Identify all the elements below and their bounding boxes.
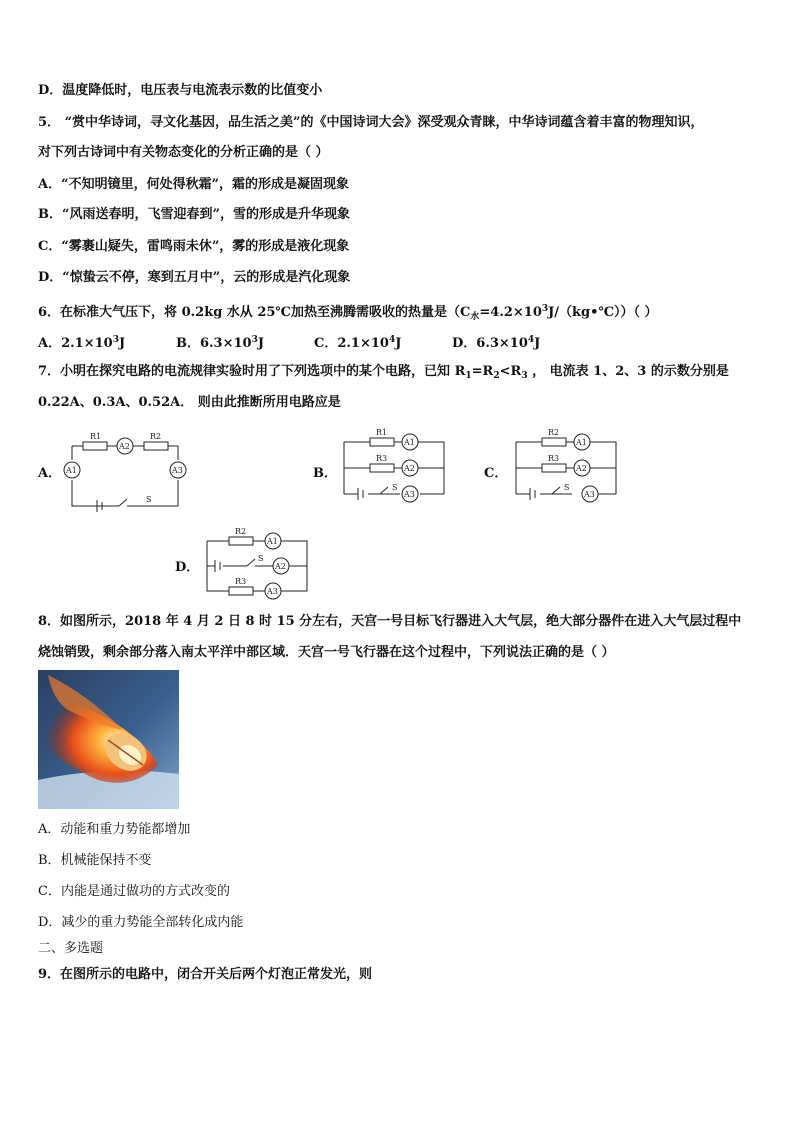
q8-option-b: B．机械能保持不变: [38, 853, 152, 868]
circuit-d-diagram: [203, 525, 313, 605]
q6-option-a: [38, 331, 125, 353]
q6-stem-sub: 水: [470, 312, 480, 322]
section-title: 二、多选题: [38, 941, 104, 956]
q6-stem-mid: =4.2×10: [479, 305, 542, 320]
circuit-b-r1-label: R1: [376, 428, 388, 437]
q6-option-d: [452, 331, 540, 353]
q7-stem-mid2: <R: [499, 364, 522, 379]
q6-stem-sup: 3: [541, 304, 549, 314]
q7-stem-pre: 7．小明在探究电路的电流规律实验时用了下列选项中的某个电路，已知 R: [38, 364, 466, 379]
q6-option-d-exp: 4: [527, 335, 535, 345]
q9-stem: 9．在图所示的电路中，闭合开关后两个灯泡正常发光，则: [38, 967, 373, 982]
q6-option-a-base: A．2.1×10: [38, 336, 113, 351]
circuit-a-r1-label: R1: [90, 432, 102, 441]
q6-option-c-unit: J: [395, 336, 402, 351]
q6-option-d-base: D．6.3×10: [452, 336, 528, 351]
circuit-a-switch-label: S: [146, 495, 152, 504]
q8-stem-line1: 8．如图所示，2018 年 4 月 2 日 8 时 15 分左右，天宫一号目标飞行器进入大气层，绝大部分器件在进入大气层过程中: [38, 614, 742, 629]
circuit-a-a2-label: A2: [119, 442, 130, 451]
q5-stem-line1: 5． “赏中华诗词，寻文化基因，品生活之美”的《中国诗词大会》深受观众青睐，中华诗词蕴含着丰富的物理知识，: [38, 115, 704, 130]
q5-option-a: A．“不知明镜里，何处得秋霜”，霜的形成是凝固现象: [38, 177, 350, 192]
q7-label-b: B．: [313, 466, 337, 481]
q6-stem-post: J/（kg•℃））（ ）: [548, 305, 658, 320]
circuit-a-diagram: [60, 428, 195, 513]
tiangong-reentry-photo: [38, 670, 179, 809]
q6-option-a-exp: 3: [112, 335, 119, 345]
circuit-c-a2-label: A2: [576, 464, 587, 473]
q7-label-d: D．: [175, 560, 200, 575]
circuit-a-r2-label: R2: [150, 432, 162, 441]
q5-option-b: B．“风雨送春明，飞雪迎春到”，雪的形成是升华现象: [38, 207, 350, 222]
q7-stem-mid1: =R: [471, 364, 494, 379]
q6-option-d-unit: J: [534, 336, 541, 351]
circuit-d-r2-label: R2: [235, 527, 247, 536]
circuit-c-a1-label: A1: [576, 438, 587, 447]
circuit-d-a1-label: A1: [267, 537, 278, 546]
circuit-b-a1-label: A1: [404, 438, 415, 447]
circuit-b-diagram: [340, 428, 450, 513]
q7-stem: [38, 363, 729, 385]
q5-stem-line2: 对下列古诗词中有关物态变化的分析正确的是（ ）: [38, 145, 329, 160]
circuit-d-a3-label: A3: [267, 587, 278, 596]
circuit-b-a2-label: A2: [404, 464, 415, 473]
q7-sub1: 1: [465, 371, 472, 381]
circuit-c-a3-label: A3: [584, 490, 595, 499]
q6-option-b: [176, 331, 264, 353]
q6-option-c: [314, 331, 401, 353]
q6-option-c-base: C．2.1×10: [314, 336, 389, 351]
q7-label-c: C．: [484, 466, 508, 481]
q6-stem-pre: 6．在标准大气压下，将 0.2kg 水从 25℃加热至沸腾需吸收的热量是（C: [38, 305, 471, 320]
q7-label-a: A．: [38, 466, 62, 481]
circuit-c-r2-label: R2: [548, 428, 560, 437]
circuit-c-r3-label: R3: [548, 454, 560, 463]
q8-option-a: A．动能和重力势能都增加: [38, 822, 191, 837]
circuit-d-switch-label: S: [258, 554, 264, 563]
q6-stem: [38, 300, 658, 326]
q5-option-d: D．“惊蛰云不停，寒到五月中”，云的形成是汽化现象: [38, 270, 351, 285]
q7-stem-post: ， 电流表 1、2、3 的示数分别是: [527, 364, 729, 379]
q4-option-d: D．温度降低时，电压表与电流表示数的比值变小: [38, 83, 323, 98]
q7-sub2: 2: [493, 371, 500, 381]
q8-option-d: D．减少的重力势能全部转化成内能: [38, 915, 244, 930]
q6-option-b-base: B．6.3×10: [176, 336, 252, 351]
circuit-b-a3-label: A3: [404, 490, 415, 499]
q8-stem-line2: 烧蚀销毁，剩余部分落入南太平洋中部区域．天宫一号飞行器在这个过程中，下列说法正确的是（ ）: [38, 645, 615, 660]
circuit-a-a1-label: A1: [66, 466, 77, 475]
q7-stem-line2: 0.22A、0.3A、0.52A． 则由此推断所用电路应是: [38, 395, 341, 410]
circuit-d-r3-label: R3: [235, 577, 247, 586]
q5-option-c: C．“雾裹山疑失，雷鸣雨未休”，雾的形成是液化现象: [38, 239, 350, 254]
circuit-b-r3-label: R3: [376, 454, 388, 463]
circuit-d-a2-label: A2: [275, 562, 286, 571]
q8-option-c: C．内能是通过做功的方式改变的: [38, 884, 230, 899]
q7-sub3: 3: [521, 371, 528, 381]
circuit-b-switch-label: S: [392, 483, 398, 492]
q6-option-c-exp: 4: [388, 335, 396, 345]
q6-option-b-unit: J: [257, 336, 265, 351]
q6-option-b-exp: 3: [251, 335, 258, 345]
q6-option-a-unit: J: [118, 336, 126, 351]
circuit-c-switch-label: S: [564, 483, 570, 492]
circuit-c-diagram: [512, 428, 622, 513]
circuit-a-a3-label: A3: [172, 466, 183, 475]
